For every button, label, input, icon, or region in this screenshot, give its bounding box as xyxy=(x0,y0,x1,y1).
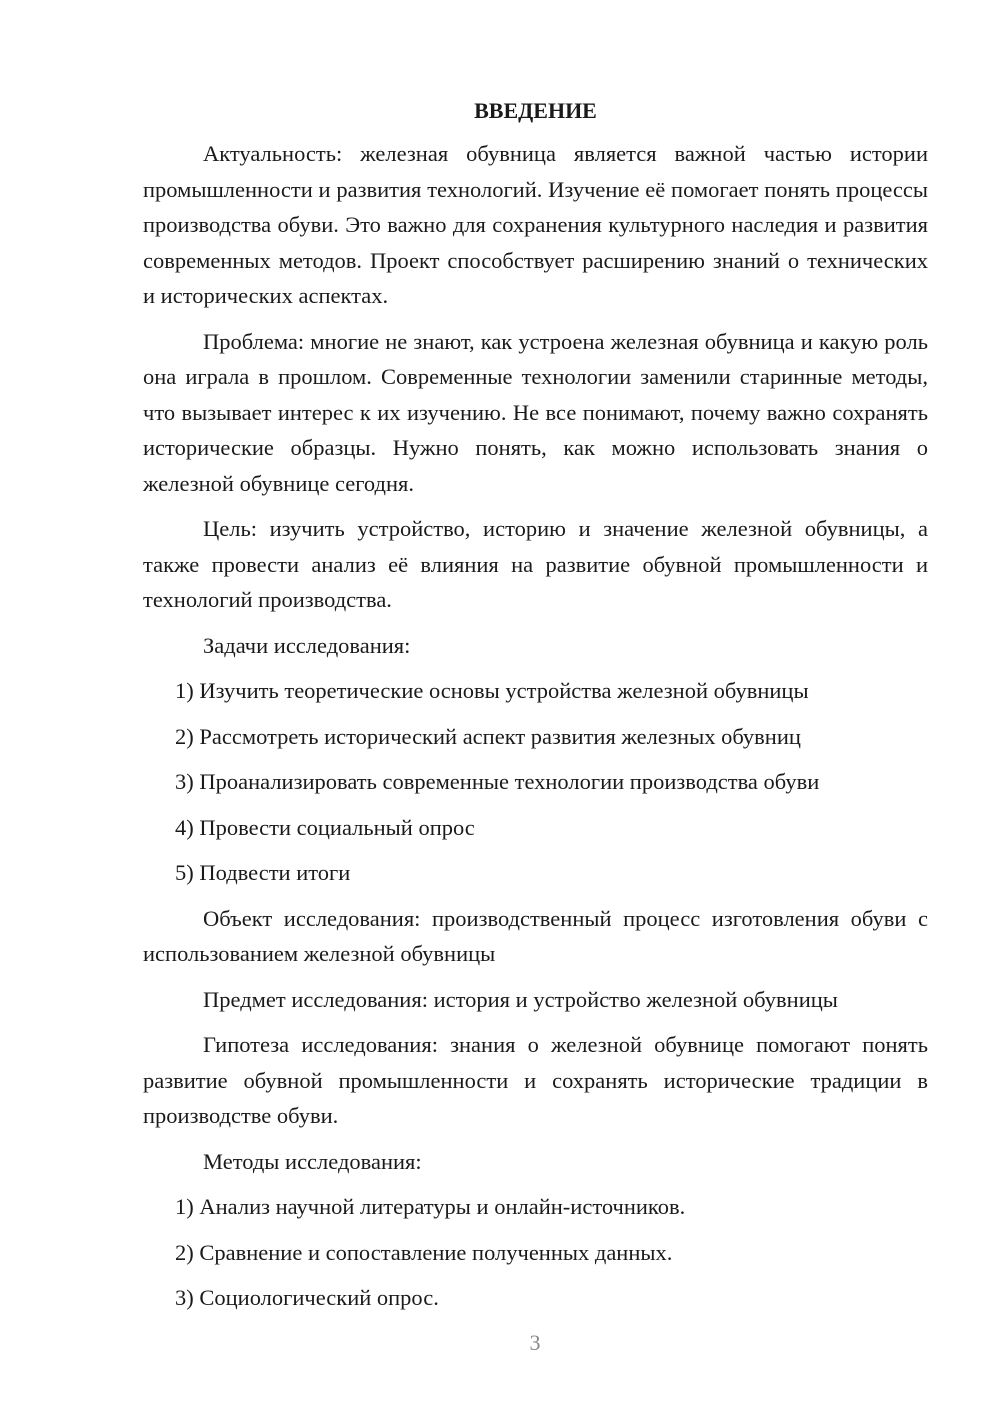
methods-heading: Методы исследования: xyxy=(203,1148,422,1174)
hypothesis-paragraph: Гипотеза исследования: знания о железной обувнице помогают понять развитие обувной промышленности и сохранять исторические традиции в производстве обуви. xyxy=(143,1032,928,1128)
object-paragraph: Объект исследования: производственный процесс изготовления обуви с использованием железной обувницы xyxy=(143,905,928,966)
tasks-list xyxy=(143,673,928,891)
list-item: 2) Сравнение и сопоставление полученных данных. xyxy=(175,1239,673,1265)
tasks-heading: Задачи исследования: xyxy=(203,632,411,658)
goal-paragraph: Цель: изучить устройство, историю и значение железной обувницы, а также провести анализ её влияния на развитие обувной промышленности и технологий производства. xyxy=(143,516,928,612)
page-title: ВВЕДЕНИЕ xyxy=(474,98,597,123)
subject-paragraph: Предмет исследования: история и устройство железной обувницы xyxy=(203,986,838,1012)
methods-list xyxy=(143,1189,928,1316)
problem-paragraph: Проблема: многие не знают, как устроена железная обувница и какую роль она играла в прошлом. Современные технологии заменили старинные методы, что вызывает интерес к их изучению. Не все понимают, почему важно сохранять исторические образцы. Нужно понять, как можно использовать знания о железной обувнице сегодня. xyxy=(143,328,928,496)
document-page xyxy=(143,96,928,1326)
relevance-paragraph: Актуальность: железная обувница является важной частью истории промышленности и развития технологий. Изучение её помогает понять процессы производства обуви. Это важно для сохранения культурного наследия и развития современных методов. Проект способствует расширению знаний о технических и исторических аспектах. xyxy=(143,141,928,308)
list-item: 5) Подвести итоги xyxy=(175,860,351,885)
page-number: 3 xyxy=(529,1330,541,1355)
list-item: 3) Проанализировать современные технологии производства обуви xyxy=(175,769,820,794)
list-item: 1) Изучить теоретические основы устройства железной обувницы xyxy=(175,678,809,703)
list-item: 3) Социологический опрос. xyxy=(175,1285,439,1310)
list-item: 2) Рассмотреть исторический аспект развития железных обувниц xyxy=(175,723,801,749)
list-item: 4) Провести социальный опрос xyxy=(175,814,475,840)
list-item: 1) Анализ научной литературы и онлайн-источников. xyxy=(175,1194,686,1219)
